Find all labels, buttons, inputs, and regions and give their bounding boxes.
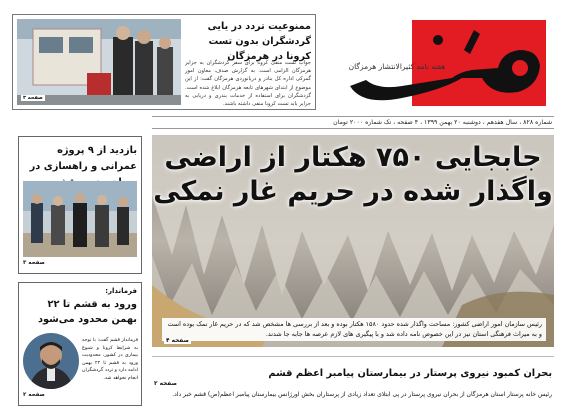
main-story[interactable]: [152, 135, 554, 347]
side-story-governor-title: ورود به قشم تا ۲۲ بهمن محدود می‌شود: [37, 299, 137, 325]
governor-portrait: [23, 333, 79, 389]
top-news-photo: [17, 19, 181, 105]
bottom-story-page-ref: صفحه ۲: [154, 381, 178, 387]
bottom-story[interactable]: [152, 356, 554, 410]
side-story-governor-page-ref: صفحه ۲: [23, 392, 45, 398]
issue-info-bar: شماره ۸۲۸ ، سال هفدهم ، دوشنبه ۲۰ بهمن ۱۳۹۹ ، ۴ صفحه ، تک شماره ۲۰۰۰ تومان: [152, 116, 554, 129]
main-caption: رئیس سازمان امور اراضی کشور: مساحت واگذار شده حدود ۱۵۸۰ هکتار بوده و بعد از بررسی ها مشخص شد که در حریم غار نمک بوده است و به میراث فرهنگی استان نیز در این خصوص نامه داده شد و با پیگیری های لازم عرصه ها جابه جا شدند.: [162, 318, 546, 341]
side-story-projects[interactable]: [18, 136, 142, 274]
bottom-story-body: رئیس خانه پرستار استان هرمزگان از بحران نیروی پرستار در پی ابتلای تعداد زیادی از پرستاران بخش اورژانس بیمارستان پیامبر اعظم(ص) قشم خبر داد.: [172, 391, 552, 398]
governor-photo: [23, 333, 79, 389]
main-page-ref: صفحه ۴: [166, 338, 190, 344]
top-news-page-ref: صفحه ۳: [23, 95, 43, 101]
side-story-projects-page-ref: صفحه ۳: [23, 260, 45, 266]
masthead: [338, 14, 554, 120]
officials-photo: [23, 181, 137, 257]
top-news-box[interactable]: [12, 14, 316, 110]
main-headline: جابجایی ۷۵۰ هکتار از اراضی واگذار شده در حریم غار نمکی: [153, 142, 553, 207]
top-news-body: جواب تست منفی کرونا برای سفر گردشگران به جزایر هرمزگان الزامی است. به گزارش صدف، معاون امور گمرکی اداره کل بنادر و دریانوردی هرمزگان گفت: از این موضوع از ابتدای شهرهای تابعه هرمزگان ابلاغ شده است. گردشگران برای استفاده از خدمات بندری و دریایی به جزایر باید تست کرونا منفی داشته باشند.: [185, 60, 311, 108]
side-story-projects-title: بازدید از ۹ پروژه عمرانی و راهسازی در: [29, 145, 137, 172]
top-news-title: ممنوعیت تردد در یایی گردشگران بدون تست کرونا در هرمزگان: [207, 21, 311, 62]
bottom-story-title: بحران کمبود نیروی پرستار در بیمارستان پیامبر اعظم قشم: [268, 368, 552, 379]
side-story-governor[interactable]: [18, 282, 142, 406]
masthead-tagline: هفته نامه کثیرالانتشار هرمزگان: [348, 62, 446, 71]
side-story-governor-kicker: فرماندار:: [105, 287, 137, 295]
side-story-governor-body: فرماندار قشم گفت: با توجه به شرایط کرونا و شیوع بیماری در کشور، محدودیت ورود به قشم تا ۲۲ بهمن ادامه دارد و تردد گردشگران انجام نخواهد شد.: [82, 338, 139, 381]
